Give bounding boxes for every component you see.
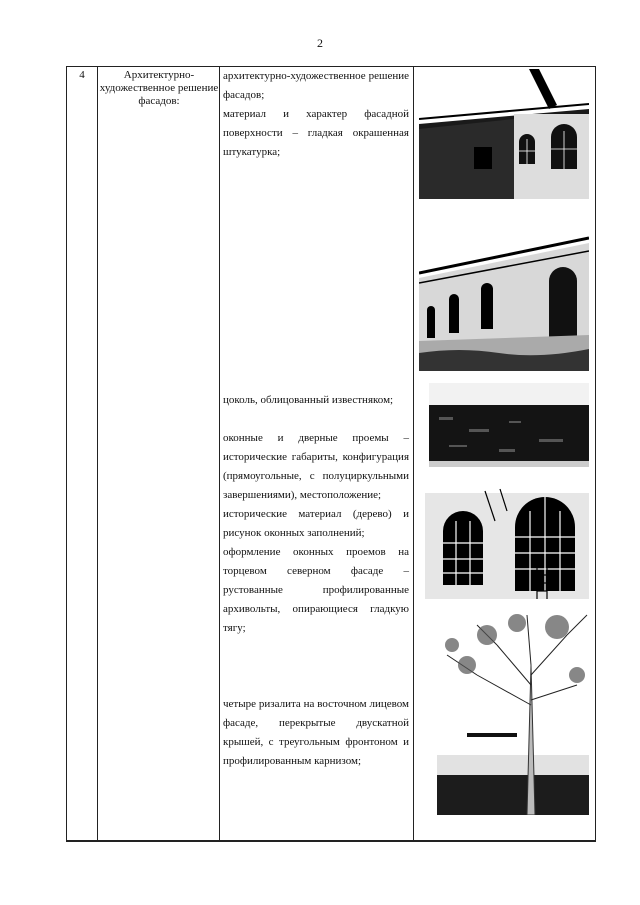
column-divider [97,67,98,841]
column-divider [219,67,220,841]
description-block-3 [223,429,409,638]
column-divider [413,67,414,841]
item-facade-solution: архитектурно-художественное решение фасадов; [223,70,409,101]
row-title: Архитектурно-художественное решение фасадов: [99,69,219,107]
item-window-material: исторические материал (дерево) и рисунок оконных заполнений; [223,508,409,539]
plinth-photo [429,383,589,467]
tree-facade-photo [437,605,589,815]
item-window-openings: оконные и дверные проемы – исторические габариты, конфигурация (прямоугольные, с полуциркульными завершениями), местоположение; [223,432,409,501]
item-risalits: четыре ризалита на восточном лицевом фасаде, перекрытые двускатной крышей, с треугольным фронтоном и профилированным карнизом; [223,698,409,767]
item-facade-material: материал и характер фасадной поверхности – гладкая окрашенная штукатурка; [223,108,409,158]
facade-photo-2 [419,223,589,371]
table-bottom-line [67,840,595,841]
item-plinth: цоколь, облицованный известняком; [223,394,394,406]
page-number: 2 [317,36,323,50]
row-number: 4 [79,69,85,81]
description-block-2 [223,391,409,410]
windows-photo [425,481,589,599]
description-block-4 [223,695,409,771]
heritage-table [66,66,596,842]
facade-photo-1 [419,69,589,199]
description-block-1 [223,67,409,162]
item-window-decoration: оформление оконных проемов на торцевом северном фасаде – рустованные профилированные архивольты, опирающиеся гладкую тягу; [223,546,409,634]
